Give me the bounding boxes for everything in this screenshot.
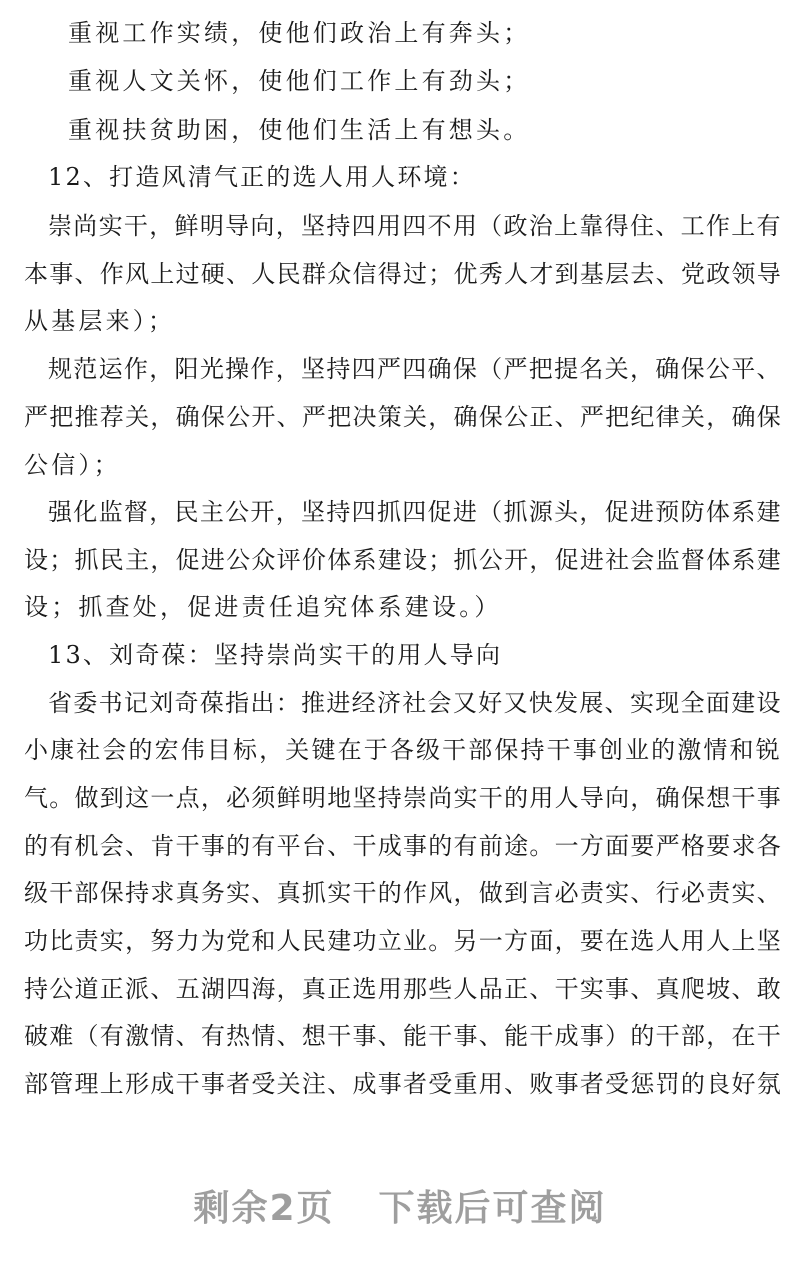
text-line: 重视人文关怀，使他们工作上有劲头； [68, 67, 531, 95]
remaining-pages-label: 剩余2页 [193, 1188, 335, 1229]
text-line: 省委书记刘奇葆指出：推进经济社会又好又快发展、实现全面建设 [48, 689, 782, 717]
section-heading: 12、打造风清气正的选人用人环境： [48, 163, 476, 191]
text-line: 从基层来）； [24, 307, 176, 335]
text-line: 的有机会、肯干事的有平台、干成事的有前途。一方面要严格要求各 [24, 832, 782, 860]
download-to-view-label[interactable]: 下载后可查阅 [378, 1188, 607, 1229]
text-line: 设；抓民主，促进公众评价体系建设；抓公开，促进社会监督体系建 [24, 546, 782, 574]
text-line: 规范运作，阳光操作，坚持四严四确保（严把提名关，确保公平、 [48, 355, 782, 383]
text-line: 重视扶贫助困，使他们生活上有想头。 [68, 116, 531, 144]
text-line: 严把推荐关，确保公开、严把决策关，确保公正、严把纪律关，确保 [24, 403, 782, 431]
text-line: 本事、作风上过硬、人民群众信得过；优秀人才到基层去、党政领导 [24, 260, 782, 288]
text-line: 持公道正派、五湖四海，真正选用那些人品正、干实事、真爬坡、敢 [24, 975, 782, 1003]
text-line: 级干部保持求真务实、真抓实干的作风，做到言必责实、行必责实、 [24, 879, 782, 907]
text-line: 设；抓查处，促进责任追究体系建设。） [24, 593, 502, 621]
text-line: 气。做到这一点，必须鲜明地坚持崇尚实干的用人导向，确保想干事 [24, 784, 782, 812]
download-prompt[interactable] [0, 1180, 800, 1231]
text-line: 功比责实，努力为党和人民建功立业。另一方面，要在选人用人上坚 [24, 927, 782, 955]
text-line: 强化监督，民主公开，坚持四抓四促进（抓源头，促进预防体系建 [48, 498, 782, 526]
text-line: 重视工作实绩，使他们政治上有奔头； [68, 19, 531, 47]
text-line: 部管理上形成干事者受关注、成事者受重用、败事者受惩罚的良好氛 [24, 1070, 782, 1098]
section-heading: 13、刘奇葆：坚持崇尚实干的用人导向 [48, 641, 503, 669]
text-line: 破难（有激情、有热情、想干事、能干事、能干成事）的干部，在干 [24, 1022, 782, 1050]
text-line: 小康社会的宏伟目标，关键在于各级干部保持干事创业的激情和锐 [24, 736, 782, 764]
text-line: 公信）； [24, 451, 121, 479]
text-line: 崇尚实干，鲜明导向，坚持四用四不用（政治上靠得住、工作上有 [48, 212, 782, 240]
